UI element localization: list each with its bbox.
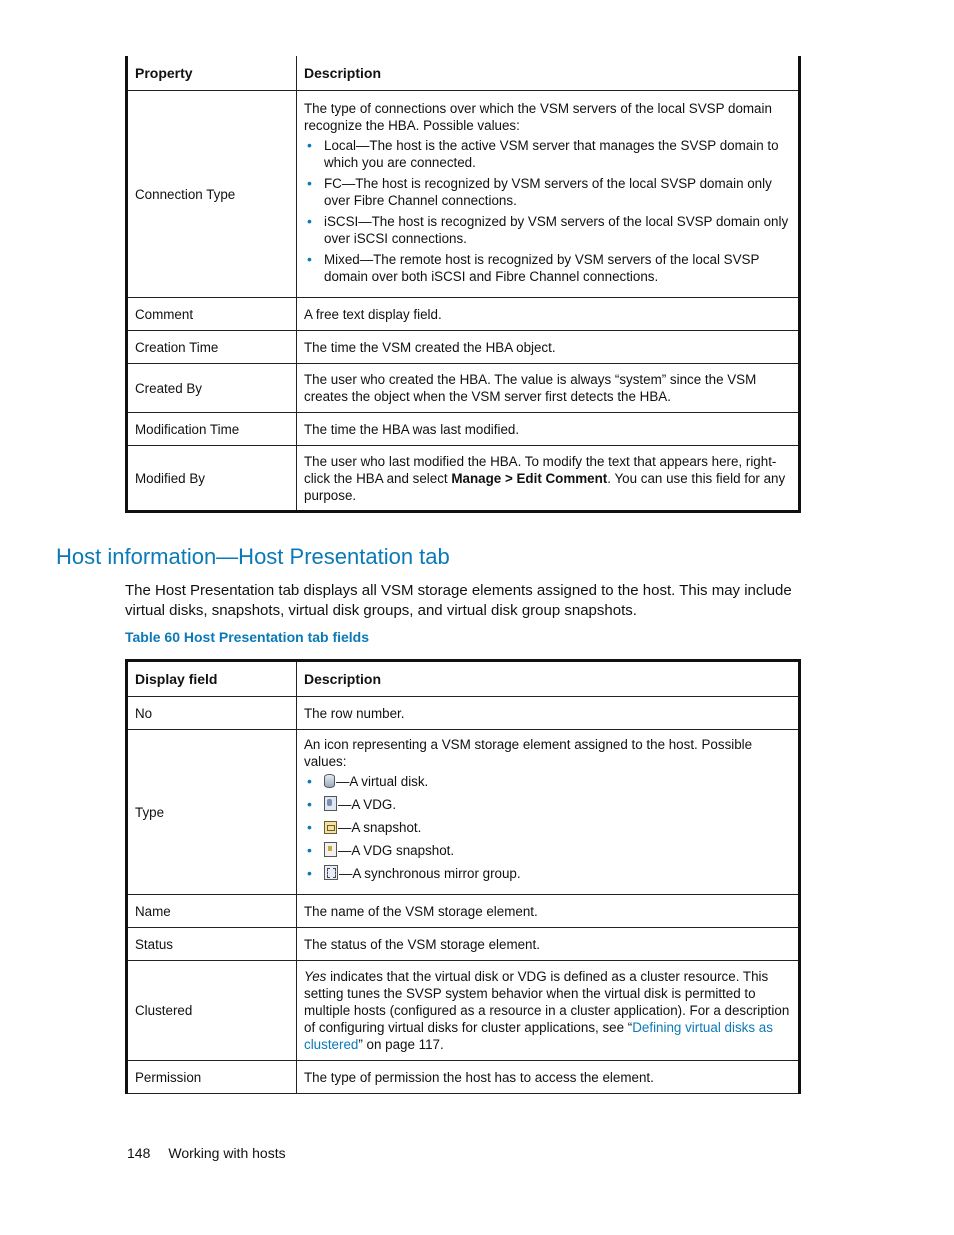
mirror-group-icon [324, 865, 338, 880]
vdg-snapshot-icon [324, 842, 337, 857]
property-name: Comment [127, 298, 297, 331]
description-text: ” on page 117. [358, 1037, 444, 1052]
value-text: —A VDG. [338, 797, 397, 812]
section-intro: The Host Presentation tab displays all VSM storage elements assigned to the host. This may include virtual disks, snapshots, virtual disk groups, and virtual disk group snapshots. [125, 582, 792, 619]
column-header-description: Description [297, 56, 800, 91]
list-item [324, 796, 791, 813]
table-row [127, 730, 800, 895]
property-description: The time the VSM created the HBA object. [297, 331, 800, 364]
field-description: The type of permission the host has to access the element. [297, 1061, 800, 1094]
description-intro: An icon representing a VSM storage element assigned to the host. Possible values: [304, 737, 753, 769]
list-item [324, 865, 791, 882]
field-description: The name of the VSM storage element. [297, 895, 800, 928]
list-item [324, 773, 791, 790]
property-description: The time the HBA was last modified. [297, 413, 800, 446]
table-row [127, 331, 800, 364]
table-row [127, 364, 800, 413]
table-row [127, 298, 800, 331]
table-row [127, 413, 800, 446]
list-item: • Mixed—The remote host is recognized by VSM servers of the local SVSP domain over both iSCSI and Fibre Channel connections. [324, 251, 791, 285]
field-description [297, 961, 800, 1061]
value-text: —A VDG snapshot. [338, 843, 455, 858]
page-footer [127, 1145, 286, 1161]
field-description: The row number. [297, 697, 800, 730]
footer-section-title: Working with hosts [168, 1145, 286, 1161]
field-name: Permission [127, 1061, 297, 1094]
field-name: Clustered [127, 961, 297, 1061]
value-text: —A virtual disk. [336, 774, 429, 789]
column-header-display-field: Display field [127, 661, 297, 697]
section-heading: Host information—Host Presentation tab [56, 544, 450, 569]
property-description [297, 446, 800, 512]
values-list [304, 773, 791, 882]
table-row [127, 895, 800, 928]
description-text: . You can use this field for any purpose. [304, 470, 786, 503]
value-text: —A synchronous mirror group. [339, 866, 521, 881]
value-text: —A snapshot. [338, 820, 422, 835]
table-row [127, 91, 800, 298]
field-name: Type [127, 730, 297, 895]
property-name: Created By [127, 364, 297, 413]
table-caption: Table 60 Host Presentation tab fields [125, 629, 370, 645]
column-header-description: Description [297, 661, 800, 697]
field-name: Name [127, 895, 297, 928]
list-item: • FC—The host is recognized by VSM servers of the local SVSP domain only over Fibre Channel connections. [324, 175, 791, 209]
property-name: Modified By [127, 446, 297, 512]
property-name: Creation Time [127, 331, 297, 364]
virtual-disk-icon [324, 774, 335, 788]
vdg-icon [324, 796, 337, 811]
table-row [127, 928, 800, 961]
list-item: • Local—The host is the active VSM server that manages the SVSP domain to which you are connected. [324, 137, 791, 171]
description-text: The user who last modified the HBA. To modify the text that appears here, right-click the HBA and select [304, 453, 777, 486]
menu-path: Manage > Edit Comment [451, 470, 608, 486]
table-row [127, 697, 800, 730]
table-row [127, 961, 800, 1061]
cross-reference-link[interactable]: Defining virtual disks as clustered [304, 1020, 773, 1052]
field-description: The status of the VSM storage element. [297, 928, 800, 961]
description-intro: The type of connections over which the VSM servers of the local SVSP domain recognize the HBA. Possible values: [304, 100, 772, 133]
description-text: indicates that the virtual disk or VDG is defined as a cluster resource. This setting tunes the SVSP system behavior when the virtual disk is permitted to multiple hosts (configured as a resource in a cluster application). For a description of configuring virtual disks for cluster applications, see “ [304, 969, 790, 1035]
property-description: The user who created the HBA. The value is always “system” since the VSM creates the object when the VSM server first detects the HBA. [297, 364, 800, 413]
property-description: A free text display field. [297, 298, 800, 331]
yes-value: Yes [304, 969, 327, 984]
property-table [125, 56, 801, 513]
list-item [324, 819, 791, 836]
field-name: No [127, 697, 297, 730]
fields-table [125, 659, 801, 1094]
property-name: Connection Type [127, 91, 297, 298]
snapshot-icon [324, 821, 337, 834]
page-number: 148 [127, 1145, 151, 1161]
column-header-property: Property [127, 56, 297, 91]
field-name: Status [127, 928, 297, 961]
table-header-row [127, 661, 800, 697]
field-description [297, 730, 800, 895]
property-name: Modification Time [127, 413, 297, 446]
property-description [297, 91, 800, 298]
values-list [304, 137, 791, 285]
table-row [127, 1061, 800, 1094]
list-item: • iSCSI—The host is recognized by VSM servers of the local SVSP domain only over iSCSI connections. [324, 213, 791, 247]
table-header-row [127, 56, 800, 91]
list-item [324, 842, 791, 859]
table-row [127, 446, 800, 512]
